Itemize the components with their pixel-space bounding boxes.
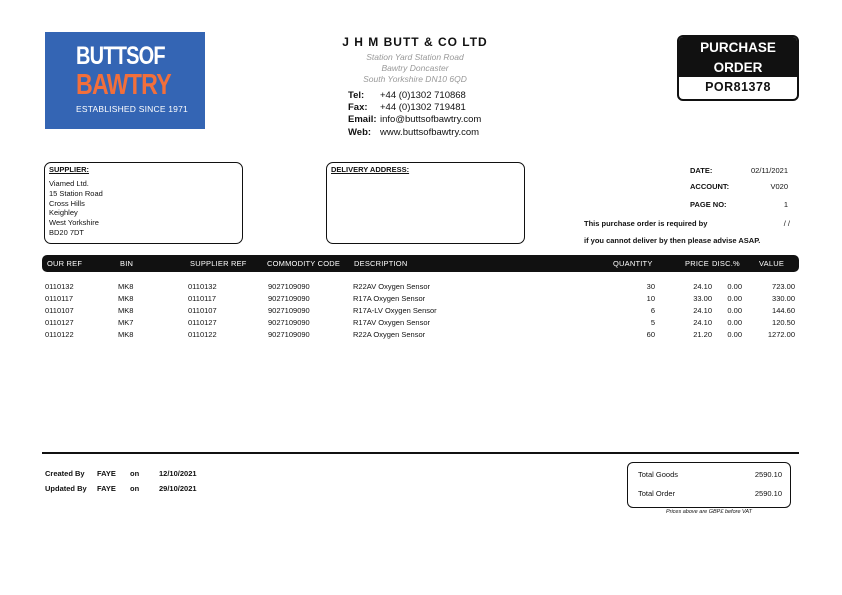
cell-disc: 0.00 (727, 306, 742, 315)
col-price: PRICE (685, 259, 709, 268)
cell-price: 24.10 (693, 306, 712, 315)
logo-tagline: ESTABLISHED SINCE 1971 (76, 104, 188, 114)
purchase-order-box (677, 35, 799, 101)
updated-by-value: FAYE (97, 484, 116, 493)
cell-our-ref: 0110117 (45, 294, 74, 303)
cell-bin: MK8 (118, 306, 134, 315)
total-goods-label: Total Goods (638, 470, 679, 479)
supplier-box (44, 162, 243, 244)
created-date: 12/10/2021 (159, 469, 197, 478)
cell-commodity: 9027109090 (268, 318, 310, 327)
cell-description: R22AV Oxygen Sensor (353, 282, 430, 291)
created-by-label: Created By (45, 469, 85, 478)
supplier-heading: SUPPLIER: (49, 165, 90, 174)
company-address-line-3: South Yorkshire DN10 6QD (363, 74, 467, 84)
col-commodity-code: COMMODITY CODE (267, 259, 341, 268)
col-value: VALUE (759, 259, 785, 268)
col-our-ref: OUR REF (47, 259, 83, 268)
web-value[interactable]: www.buttsofbawtry.com (380, 127, 480, 138)
cell-value: 144.60 (772, 306, 795, 315)
supplier-line: Cross Hills (49, 198, 85, 208)
cell-supplier-ref: 0110127 (188, 318, 217, 327)
cell-price: 33.00 (693, 294, 712, 303)
total-order-value: 2590.10 (754, 489, 782, 498)
advise-text: if you cannot deliver by then please advise ASAP. (584, 236, 761, 245)
cell-value: 330.00 (772, 294, 795, 303)
table-row (0, 318, 842, 330)
col-bin: BIN (120, 259, 134, 268)
account-value: V020 (770, 182, 788, 191)
supplier-address (49, 179, 103, 238)
cell-quantity: 6 (650, 306, 655, 315)
delivery-heading: DELIVERY ADDRESS: (331, 165, 410, 174)
delivery-address-box (326, 162, 525, 244)
table-row (0, 294, 842, 306)
updated-date: 29/10/2021 (159, 484, 197, 493)
page-label: PAGE NO: (690, 200, 727, 209)
supplier-line: 15 Station Road (49, 188, 103, 198)
account-label: ACCOUNT: (690, 182, 730, 191)
supplier-line: West Yorkshire (49, 218, 99, 228)
col-disc: DISC.% (712, 259, 740, 268)
cell-bin: MK8 (118, 330, 134, 339)
col-supplier-ref: SUPPLIER REF (190, 259, 247, 268)
cell-value: 120.50 (772, 318, 795, 327)
vat-note: Prices above are GBP£ before VAT (665, 509, 753, 515)
cell-commodity: 9027109090 (268, 294, 310, 303)
total-order-label: Total Order (638, 489, 676, 498)
logo-line-2: BAWTRY (76, 69, 171, 101)
cell-quantity: 60 (646, 330, 655, 339)
cell-commodity: 9027109090 (268, 330, 310, 339)
supplier-line: Viamed Ltd. (49, 179, 89, 188)
fax-value: +44 (0)1302 719481 (380, 102, 466, 113)
po-number: POR81378 (705, 80, 771, 94)
updated-by-label: Updated By (45, 484, 87, 493)
totals-box (627, 462, 791, 508)
cell-quantity: 10 (646, 294, 655, 303)
cell-disc: 0.00 (727, 282, 742, 291)
created-on-label: on (130, 469, 140, 478)
total-goods-value: 2590.10 (754, 470, 782, 479)
cell-disc: 0.00 (727, 294, 742, 303)
cell-bin: MK8 (118, 282, 134, 291)
cell-description: R17A-LV Oxygen Sensor (353, 306, 437, 315)
supplier-line: Keighley (49, 208, 78, 218)
cell-our-ref: 0110127 (45, 318, 74, 327)
table-row (0, 306, 842, 318)
cell-quantity: 30 (646, 282, 655, 291)
cell-our-ref: 0110122 (45, 330, 74, 339)
web-label: Web: (348, 127, 372, 138)
tel-label: Tel: (348, 90, 365, 101)
cell-description: R17A Oxygen Sensor (353, 294, 426, 303)
cell-disc: 0.00 (727, 330, 742, 339)
company-logo (45, 32, 205, 129)
cell-price: 24.10 (693, 282, 712, 291)
logo-line-1: BUTTSOF (76, 42, 165, 70)
page-value: 1 (783, 200, 788, 209)
created-by-value: FAYE (97, 469, 116, 478)
required-by-date: / / (783, 219, 790, 228)
company-address-line-1: Station Yard Station Road (366, 52, 464, 62)
date-value: 02/11/2021 (751, 166, 788, 175)
po-title-line-2: ORDER (713, 60, 763, 75)
po-title-line-1: PURCHASE (700, 40, 776, 55)
cell-value: 1272.00 (767, 330, 795, 339)
cell-commodity: 9027109090 (268, 282, 310, 291)
cell-commodity: 9027109090 (268, 306, 310, 315)
cell-bin: MK7 (118, 318, 134, 327)
cell-description: R17AV Oxygen Sensor (353, 318, 430, 327)
cell-disc: 0.00 (727, 318, 742, 327)
company-name: J H M BUTT & CO LTD (342, 35, 488, 49)
updated-on-label: on (130, 484, 140, 493)
table-row (0, 282, 842, 294)
required-by-text: This purchase order is required by (584, 219, 708, 228)
table-header (42, 255, 799, 272)
table-row (0, 330, 842, 342)
purchase-order-title (679, 37, 797, 77)
email-label: Email: (348, 114, 377, 125)
email-value[interactable]: info@buttsofbawtry.com (380, 114, 482, 125)
col-quantity: QUANTITY (613, 259, 653, 268)
footer-divider (42, 452, 799, 454)
company-address-line-2: Bawtry Doncaster (381, 63, 449, 73)
cell-our-ref: 0110107 (45, 306, 74, 315)
cell-bin: MK8 (118, 294, 134, 303)
cell-price: 21.20 (693, 330, 712, 339)
fax-label: Fax: (348, 102, 368, 113)
cell-supplier-ref: 0110132 (188, 282, 217, 291)
cell-description: R22A Oxygen Sensor (353, 330, 426, 339)
cell-our-ref: 0110132 (45, 282, 74, 291)
col-description: DESCRIPTION (354, 259, 408, 268)
supplier-line: BD20 7DT (49, 227, 85, 237)
cell-value: 723.00 (772, 282, 795, 291)
cell-price: 24.10 (693, 318, 712, 327)
cell-supplier-ref: 0110122 (188, 330, 217, 339)
date-label: DATE: (690, 166, 713, 175)
cell-supplier-ref: 0110117 (188, 294, 217, 303)
cell-quantity: 5 (650, 318, 655, 327)
cell-supplier-ref: 0110107 (188, 306, 217, 315)
tel-value: +44 (0)1302 710868 (380, 90, 466, 101)
